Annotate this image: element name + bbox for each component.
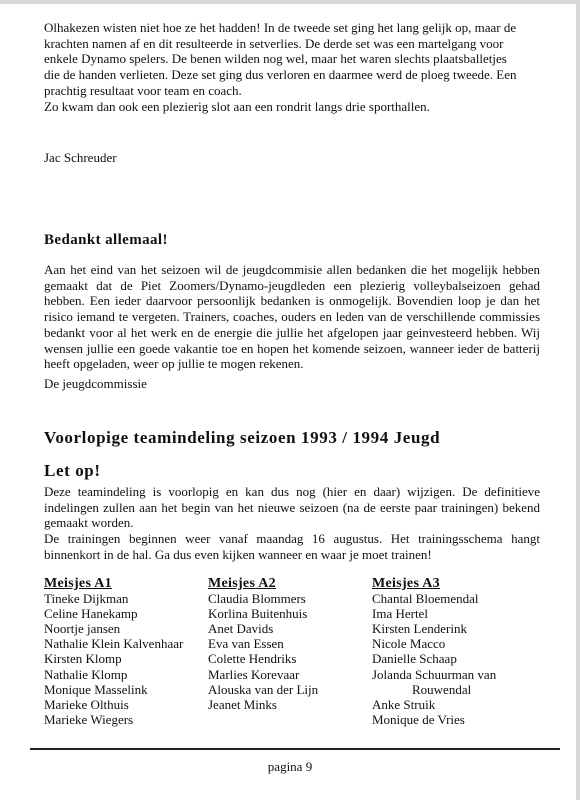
team-member: Colette Hendriks [208, 651, 297, 667]
team-member: Ima Hertel [372, 606, 428, 622]
intro-line: krachten namen af en dit resulteerde in setverlies. De derde set was een martelgang voor [44, 35, 504, 51]
team-column [44, 576, 183, 727]
team-member: Danielle Schaap [372, 651, 457, 667]
team-member: Noortje jansen [44, 621, 121, 637]
author-signature: Jac Schreuder [44, 150, 117, 165]
committee-signature: De jeugdcommissie [44, 376, 147, 391]
intro-line: Zo kwam dan ook een plezierig slot aan een rondrit langs drie sporthallen. [44, 98, 430, 114]
intro-line: prachtig resultaat voor team en coach. [44, 82, 242, 98]
team-member: Jolanda Schuurman van [372, 666, 497, 682]
notice-paragraph: Deze teamindeling is voorlopig en kan dus nog (hier en daar) wijzigen. De definitieve indelingen zullen aan het begin van het nieuwe seizoen (na de eerste paar trainingen) bekend gemaakt worden. [44, 484, 540, 531]
team-member: Kirsten Klomp [44, 651, 122, 667]
team-member: Monique Masselink [44, 681, 148, 697]
team-member: Anke Struik [372, 696, 436, 712]
team-member: Nicole Macco [372, 636, 446, 652]
team-member: Nathalie Klomp [44, 666, 128, 682]
footer-divider [30, 748, 560, 750]
team-member: Claudia Blommers [208, 591, 306, 607]
team-title: Meisjes A1 [44, 576, 112, 591]
team-member: Kirsten Lenderink [372, 621, 467, 637]
intro-paragraph [44, 20, 540, 114]
team-member: Tineke Dijkman [44, 591, 129, 607]
team-member: Jeanet Minks [208, 696, 277, 712]
intro-line: Olhakezen wisten niet hoe ze het hadden! In de tweede set ging het lang gelijk op, maar de [44, 20, 517, 35]
scan-edge-right [576, 0, 580, 800]
team-member-list [44, 591, 183, 727]
teams-heading: Voorlopige teamindeling seizoen 1993 / 1994 Jeugd [44, 428, 441, 447]
team-member: Chantal Bloemendal [372, 591, 479, 607]
thanks-heading: Bedankt allemaal! [44, 232, 168, 248]
team-title: Meisjes A2 [208, 576, 276, 591]
team-member: Marlies Korevaar [208, 666, 300, 682]
team-column [372, 576, 496, 727]
team-member: Eva van Essen [208, 636, 284, 652]
team-member: Marieke Wiegers [44, 711, 134, 727]
thanks-paragraph: Aan het eind van het seizoen wil de jeugdcommisie allen bedanken die het mogelijk hebben gemaakt dat de Piet Zoomers/Dynamo-jeugdleden een plezierig volleybalseizoen gehad hebben. Een ieder daarvoor persoonlijk bedanken is onmogelijk. Bovendien loop je dan het risico iemand te vergeten. Trainers, coaches, ouders en leden van de verschillende commissies bedankt voor al het werk en de energie die jullie het afgelopen jaar geinvesteerd hebben. Wij wensen jullie een goede vakantie toe en hopen het komende seizoen, wanneer ieder de batterij heeft opgeladen, weer op jullie te mogen rekenen. [44, 262, 540, 372]
team-member-list [372, 591, 496, 727]
team-member: Nathalie Klein Kalvenhaar [44, 636, 184, 652]
team-member: Anet Davids [208, 621, 274, 637]
scan-edge-top [0, 0, 580, 4]
team-title: Meisjes A3 [372, 576, 440, 591]
team-member: Celine Hanekamp [44, 606, 138, 622]
page-number: pagina 9 [267, 759, 313, 774]
notice-heading: Let op! [44, 461, 101, 480]
intro-line: enkele Dynamo spelers. De benen wilden nog wel, maar het waren slechts plaatsballetjes [44, 51, 507, 67]
team-member: Korlina Buitenhuis [208, 606, 308, 622]
intro-line: die de handen verlieten. Deze set ging dus verloren en daarmee werd de ploeg tweede. Een [44, 67, 517, 83]
team-column [208, 576, 318, 712]
team-member: Monique de Vries [372, 711, 465, 727]
training-paragraph: De trainingen beginnen weer vanaf maandag 16 augustus. Het trainingsschema hangt binnenkort in de hal. Ga dus even kijken wanneer en waar je moet trainen! [44, 531, 540, 562]
team-member: Alouska van der Lijn [208, 681, 319, 697]
team-member-list [208, 591, 318, 712]
team-member-continuation: Rouwendal [412, 681, 472, 697]
team-member: Marieke Olthuis [44, 696, 129, 712]
